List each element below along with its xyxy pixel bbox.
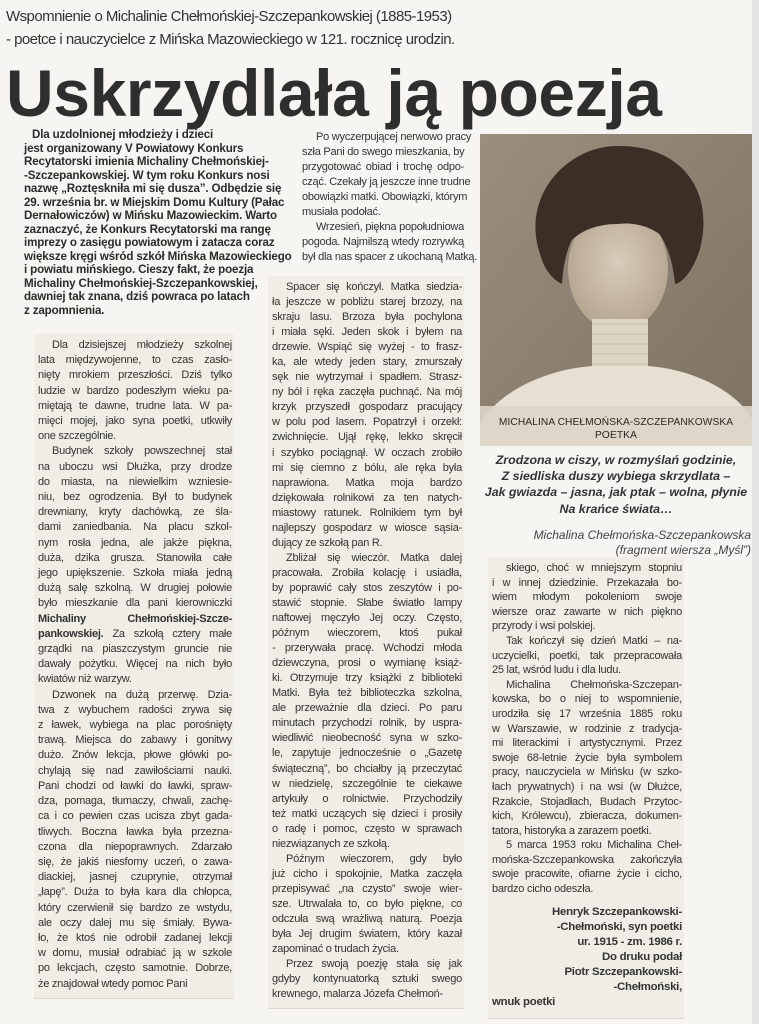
text-line: imprezy o zasięgu powiatowym i zatacza coraz — [24, 236, 275, 249]
column-3-text — [492, 561, 682, 897]
paragraph — [492, 678, 682, 839]
text-line: zwichnięcie. Ujął rękę, lekko skręcił — [272, 431, 462, 444]
paragraph — [38, 688, 232, 992]
text-line: drzewie. Wspiąć się wyżej - to frasz- — [272, 341, 462, 354]
text-line: pogoda. Najmilszą wtedy rozrywką — [302, 236, 464, 248]
text-line: 5 marca 1953 roku Michalina Cheł- — [506, 839, 682, 852]
photo-caption-role: POETKA — [595, 430, 637, 441]
text-line: Wrzesień, piękna popołudniowa — [316, 221, 464, 233]
text-line: 29. września br. w Miejskim Domu Kultury (Pałac — [24, 195, 285, 209]
text-line: miętają te dawne, trudne lata. W pa- — [38, 399, 232, 412]
text-line: grządki na piaszczystym gruncie nie — [38, 643, 232, 656]
poem-excerpt — [482, 452, 750, 517]
text-line: pracowała. Zrobiła kolację i usiadła, — [272, 566, 462, 579]
text-line: było mieszkanie dla pani kierowniczki — [38, 597, 232, 610]
text-line: lata międzywojenne, to czas zasło- — [38, 354, 232, 367]
text-line: dziękowała rolnikowi za ten natych- — [272, 491, 462, 504]
text-line: pracy, nauczyciela w Mińsku (w szko- — [492, 766, 682, 779]
text-line: Dernałowiczów) w Mińsku Mazowieckim. Warto — [24, 209, 277, 222]
text-line: ur. 1915 - zm. 1986 r. — [577, 935, 682, 948]
text-line: dużo. Znów lekcja, płowe główki po- — [38, 749, 232, 762]
kicker-line-1: Wspomnienie o Michalinie Chełmońskiej-Szczepankowskiej (1885-1953) — [6, 8, 452, 25]
text-line: -Chełmoński, — [613, 980, 682, 993]
text-line: odczuła swą wrażliwą naturą. Poezja — [272, 912, 462, 925]
text-line: dziewczyna, prosi o wymianę książ- — [272, 657, 462, 670]
text-line: Recytatorski imienia Michaliny Chełmońskiej- — [24, 155, 269, 168]
text-line: 25 lat, wśród ludu i dla ludu. — [492, 664, 621, 677]
photo-caption-name: MICHALINA CHEŁMOŃSKA-SZCZEPANKOWSKA — [498, 417, 734, 428]
text-line: wnuk poetki — [492, 995, 556, 1008]
text-line: trawą. Miejsca do zabawy i gonitwy — [38, 734, 232, 747]
paragraph — [272, 551, 462, 852]
text-line: „łapę”. Duża to była kara dla chłopca, — [38, 886, 232, 899]
text-line: była Jej drugim światem, który kazał — [272, 928, 462, 941]
text-line: Spacer się kończył. Matka siedzia- — [286, 281, 462, 293]
paragraph — [302, 130, 472, 220]
text-line: kwiatów niż warzyw. — [38, 673, 132, 686]
text-line: -Szczepankowskiej. W tym roku Konkurs nosi — [24, 168, 270, 182]
poem-source: (fragment wiersza „Myśl”) — [615, 543, 751, 557]
text-line: w polu pod lasem. Popatrzył i orzekł: — [272, 416, 462, 429]
text-line: już cicho i spokojnie, Matka zaczęła — [272, 867, 462, 880]
kicker-line-2: - poetce i nauczycielce z Mińska Mazowieckiego w 121. rocznicę urodzin. — [6, 31, 455, 48]
paragraph — [492, 634, 682, 678]
text-line: Rzakcie, Stojadłach, Budach Przytoc- — [492, 795, 682, 808]
text-line: późnym wieczorem, ktoś pukał — [272, 627, 462, 640]
text-line: Henryk Szczepankowski- — [552, 905, 682, 918]
text-line: świąteczną”, bo chciałby ją przeczytać — [272, 762, 462, 775]
text-line: z zapomnienia. — [24, 303, 105, 317]
text-line: le, zapytuje jednocześnie o „Gazetę — [272, 747, 462, 760]
text-line: skiego, choć w mniejszym stopniu — [506, 562, 682, 574]
paragraph — [38, 338, 232, 444]
text-line: -Chełmoński, syn poetki — [556, 920, 682, 933]
text-line: krzyk przyszedł gospodarz pracujący — [272, 401, 462, 414]
author-signature — [492, 905, 682, 1010]
text-line: niu, bez ogrodzenia. Był to budynek — [38, 491, 232, 504]
text-line: zapominać o trudach życia. — [272, 943, 399, 956]
text-line: Dla uzdolnionej młodzieży i dzieci — [32, 128, 214, 141]
text-line: szła Pani do swego mieszkania, by — [302, 146, 465, 158]
text-line: krewnego, malarza Józefa Chełmoń- — [272, 988, 443, 1001]
text-line: o radę i pomoc, często w sprawach — [272, 822, 462, 835]
paragraph — [302, 220, 478, 265]
text-line: naprawiona. Matka moja bardzo — [272, 476, 462, 489]
text-line: dujący ze szkołą pan R. — [272, 536, 383, 549]
portrait-image — [480, 134, 752, 446]
paragraph — [492, 905, 682, 1010]
text-line: ny ból i ręka zaczęła puchnąć. Na mój — [272, 386, 462, 399]
text-line: Dzwonek na dużą przerwę. Dzia- — [52, 688, 232, 701]
text-line: kich, Królewcu), zbieracza, dokumen- — [492, 810, 682, 823]
text-line: nym rosła jedna, ale jakże piękna, — [38, 536, 232, 549]
text-line: kowska, bo o niej to wspomnienie, — [492, 693, 682, 706]
text-line: jego upiększenie. Szkoła miała jedną — [38, 567, 232, 580]
text-line: nazwę „Roztęskniła mi się dusza”. Odbędzie się — [24, 182, 282, 195]
text-line: ka, ale wtedy jeden stary, zmurszały — [272, 356, 462, 369]
text-line: nięty mrokiem przeszłości. Dziś tylko — [38, 369, 232, 382]
text-line: Michaliny Chełmońskiej-Szczepankowskiej, — [24, 276, 258, 290]
paragraph — [492, 838, 682, 896]
text-line: dami zaniedbania. Na placu szkol- — [38, 521, 232, 534]
text-line: sze. Utrwalała to, co było piękne, co — [272, 897, 462, 910]
text-line: też matki uczących się dzieci i prosiły — [272, 807, 462, 820]
text-line: mońska-Szczepankowska zakończyła — [492, 853, 682, 866]
text-line: w niedzielę, szczególnie te ciekawe — [272, 777, 462, 790]
text-line: dużą salę szkolną. W drugiej połowie — [38, 582, 232, 595]
text-line: naftowej męczyło Jej oczy. Często, — [272, 612, 462, 625]
text-line: urodziła się 17 września 1885 roku — [492, 707, 682, 720]
text-line: wiersze oraz zawarte w nich piękno — [492, 605, 682, 618]
text-line: Zbliżał się wieczór. Matka dalej — [286, 551, 462, 564]
text-line: po lekcjach, często samotnie. Dobrze, — [38, 962, 232, 975]
text-line: swoje pracowite, ofiarne życie i cicho, — [492, 868, 682, 881]
text-line: na uboczu wsi Dłużka, przy drodze — [38, 460, 232, 473]
text-line: by poprawić cały stos zeszytów i po- — [272, 581, 462, 594]
text-line: Przez swoją poezję stała się jak — [286, 958, 462, 971]
headline: Uskrzydlała ją poezja — [6, 56, 662, 130]
text-line: dawały pożytku. Więcej na nich było — [38, 658, 232, 671]
text-line: i miała sęki. Jeden skok i byłem na — [272, 326, 462, 339]
text-line: przepisywać „na czysto” swoje wier- — [272, 882, 462, 895]
text-line: twa z wybuchem radości zrywa się — [38, 703, 232, 716]
text-line: się, że jakiś niesforny uczeń, o zawa- — [38, 855, 232, 868]
text-line: drewniany, kryty dachówką, ze śla- — [38, 506, 232, 519]
text-line: i powiatu mińskiego. Cieszy fakt, że poezja — [24, 263, 254, 276]
text-line: wiedliwić nieobecność syna w szko- — [272, 732, 462, 745]
text-line: cząć. Czekały ją jeszcze inne trudne — [302, 176, 471, 188]
text-line: obowiązki matki. Obowiązki, którym — [302, 191, 468, 203]
article-column-3 — [488, 557, 684, 1018]
scan-edge — [752, 0, 759, 1024]
text-line: Po wyczerpującej nerwowo pracy — [316, 131, 472, 143]
text-line: zaznaczyć, że Konkurs Recytatorski ma rangę — [24, 222, 271, 236]
text-line: ludzie w bardzo podeszłym wieku pa- — [38, 384, 232, 397]
text-line: Tak kończył się dzień Matki – na- — [506, 634, 682, 647]
text-line: chylają się nad zawiłościami nauki. — [38, 764, 232, 777]
text-line: Późnym wieczorem, gdy było — [286, 852, 462, 865]
poem-line: Zrodzona w ciszy, w rozmyślań godzinie, — [495, 453, 737, 467]
text-line: skraju lasu. Brzoza była pochylona — [272, 311, 462, 324]
text-line: artykuły o rolnictwie. Przychodziły — [272, 792, 462, 805]
text-line: ki. Otrzymuje trzy książki z biblioteki — [272, 672, 462, 685]
article-column-2-top — [298, 128, 478, 269]
text-line: Dla dzisiejszej młodzieży szkolnej — [52, 339, 232, 351]
text-line: Michaliny Chełmońskiej-Szcze- — [38, 612, 232, 625]
text-line: Pani chodzi od ławki do ławki, spraw- — [38, 779, 232, 792]
intro-lead — [24, 128, 292, 317]
text-line: miastowy ratunek. Rolnikiem tym był — [272, 506, 462, 519]
text-line: ło, że ktoś nie odrobił zadanej lekcji — [38, 931, 232, 944]
text-line: bardzo cicho odeszła. — [492, 883, 594, 896]
text-line: minutach przychodzi rolnik, by uspra- — [272, 717, 462, 730]
text-line: stawić stopnie. Słabe światło lampy — [272, 596, 462, 609]
text-line: pankowskiej. Za szkołą cztery małe — [38, 627, 232, 640]
text-line: dza, pomaga, tłumaczy, chwali, zachę- — [38, 795, 232, 808]
paragraph — [38, 444, 232, 687]
poem-line: Jak gwiazda – jasna, jak ptak – wolna, płynie — [484, 485, 748, 500]
poem-author: Michalina Chełmońska-Szczepankowska — [533, 528, 751, 542]
text-line: mi się ciemno z bólu, ale ręka była — [272, 461, 462, 474]
text-line: sęk nie wytrzymał i spadłem. Strasz- — [272, 371, 462, 384]
text-line: ła jeszcze w pobliżu starej brzozy, na — [272, 296, 462, 309]
text-line: one szczególnie. — [38, 430, 116, 443]
text-line: Matki. Była też biblioteczka szkolna, — [272, 687, 462, 700]
text-line: Do druku podał — [601, 950, 682, 963]
text-line: ale oczy dalej mu się śmiały. Bywa- — [38, 916, 232, 929]
text-line: uczycielki, poetki, tak przepracowała — [492, 649, 682, 662]
text-line: ale przeważnie dla dzieci. Po paru — [272, 702, 462, 715]
text-line: i w innej dziedzinie. Przekazała bo- — [492, 576, 682, 589]
paragraph — [272, 280, 462, 551]
text-line: Budynek szkoły powszechnej stał — [52, 445, 232, 458]
text-line: jest organizowany V Powiatowy Konkurs — [24, 141, 244, 155]
text-line: przygotować obiad i trochę odpo- — [302, 161, 464, 173]
poem-line: Na krańce świata… — [559, 501, 673, 516]
text-line: łach prywatnych) i na wsi (w Dłużce, — [492, 780, 682, 793]
text-line: musiała podołać. — [302, 206, 381, 218]
article-column-2 — [268, 276, 464, 1008]
text-line: z ławek, wybiega na plac porośnięty — [38, 719, 232, 732]
text-line: mięci mojej, jako syna poetki, utkwiły — [38, 415, 232, 428]
text-line: dawniej tak znana, dziś powraca po latach — [24, 290, 250, 303]
portrait-photo — [480, 134, 752, 446]
text-line: duża, dzika grusza. Stanowiła całe — [38, 551, 232, 564]
poem-line: Z siedliska duszy wybiega skrzydlata – — [501, 469, 731, 484]
text-line: gdyby kontynuatorką sztuki swego — [272, 973, 462, 986]
text-line: tliwych. Boczna ławka była przezna- — [38, 825, 232, 838]
text-line: tatora, historyka a zarazem poetki. — [492, 824, 652, 837]
text-line: większe kręgi wśród szkół Mińska Mazowieckiego — [24, 249, 292, 263]
text-line: niezwiązanych ze szkołą. — [272, 837, 390, 850]
text-line: Michalina Chełmońska-Szczepan- — [506, 678, 682, 691]
text-line: że znajdował wtedy pomoc Pani — [38, 977, 188, 990]
paragraph — [24, 128, 292, 317]
text-line: który czerwienił się bardzo ze wstydu, — [38, 901, 232, 914]
text-line: w domu, musiał odrabiać ją w szkole — [38, 947, 232, 960]
text-line: swoje 68-letnie życie była symbolem — [492, 751, 682, 764]
article-column-1 — [34, 334, 234, 998]
paragraph — [272, 957, 462, 1002]
text-line: - przerywała pracę. Wchodzi młoda — [272, 642, 462, 655]
text-line: i szybko pociągnął. W oczach zrobiło — [272, 446, 462, 459]
text-line: przyrody i wsi polskiej. — [492, 620, 596, 633]
text-line: diackiej, jasnej czuprynie, otrzymał — [38, 871, 232, 884]
paragraph — [272, 852, 462, 957]
text-line: w Warszawie, w rodzinie z tradycja- — [492, 722, 682, 735]
text-line: czona dla niepoprawnych. Zdarzało — [38, 840, 232, 853]
text-line: Piotr Szczepankowski- — [564, 965, 682, 978]
text-line: do miasta, na niewielkim wzniesie- — [38, 475, 232, 488]
text-line: ca i co pewien czas ucisza zbyt gada- — [38, 810, 232, 823]
text-line: najlepszy gospodarz w wiosce sąsia- — [272, 521, 462, 534]
text-line: był dla nas spacer z ukochaną Matką. — [302, 251, 478, 263]
bold-name: pankowskiej. — [38, 627, 104, 640]
text-line: wiem młodym pokoleniom swoje — [492, 591, 682, 604]
paragraph — [492, 561, 682, 634]
text-line: mi literackimi i artystycznymi. Przez — [492, 737, 682, 750]
